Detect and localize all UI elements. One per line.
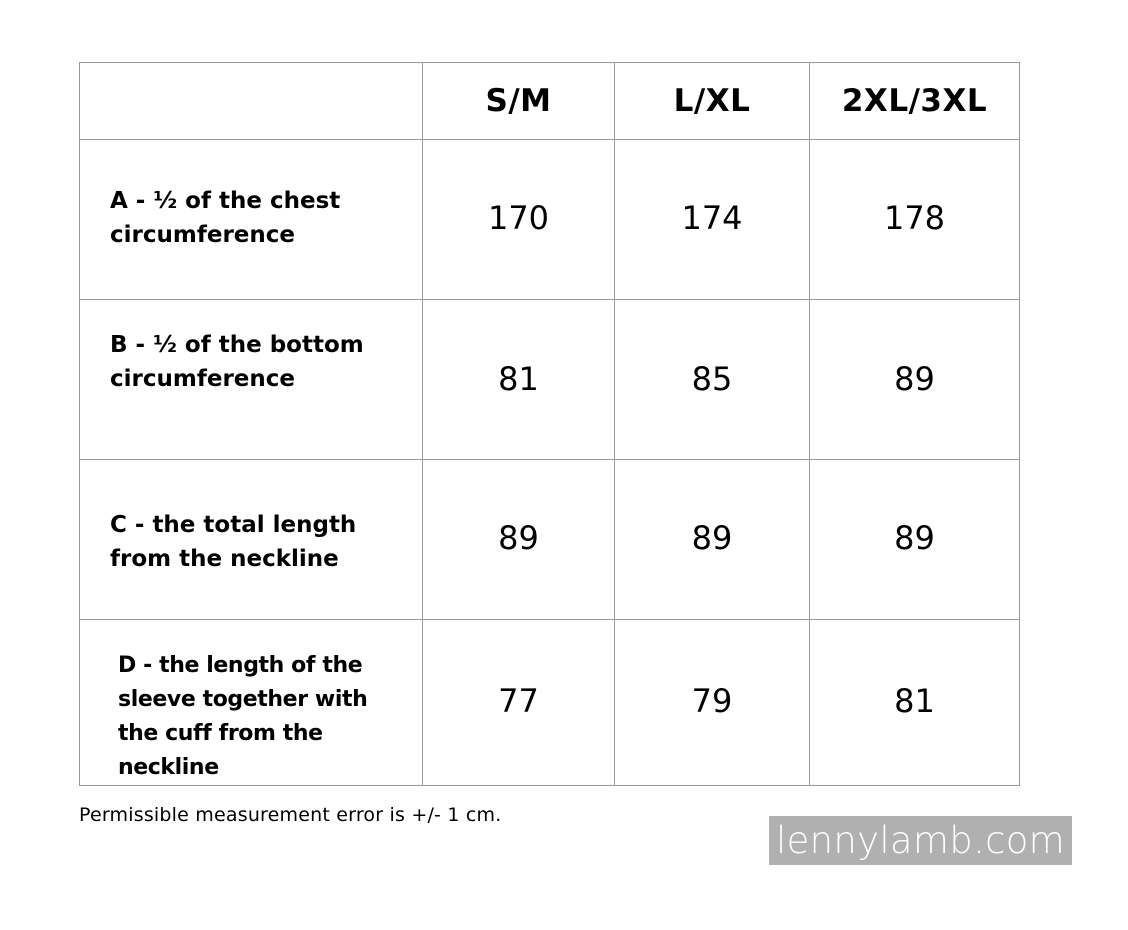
value-d-lxl: 79 — [691, 682, 733, 720]
header-size-2xl3xl: 2XL/3XL — [810, 63, 1020, 140]
value-a-sm: 170 — [487, 199, 550, 237]
table-row — [80, 620, 1020, 786]
header-empty-cell — [80, 63, 423, 140]
value-c-sm: 89 — [498, 519, 539, 557]
value-cell — [423, 460, 615, 620]
value-b-sm: 81 — [498, 360, 539, 398]
value-cell — [810, 460, 1020, 620]
row-label-sleeve: D - the length of the sleeve together with the cuff from the neckline — [118, 653, 368, 780]
value-cell — [423, 300, 615, 460]
value-a-2xl3xl: 178 — [883, 199, 946, 237]
brand-watermark: lennylamb.com — [769, 816, 1072, 865]
header-size-sm: S/M — [423, 63, 615, 140]
value-cell — [615, 620, 810, 786]
value-cell — [810, 140, 1020, 300]
table-row — [80, 140, 1020, 300]
row-label-length: C - the total length from the neckline — [110, 512, 357, 572]
value-b-lxl: 85 — [691, 360, 733, 398]
value-cell — [615, 140, 810, 300]
header-size-lxl: L/XL — [615, 63, 810, 140]
table-row — [80, 300, 1020, 460]
size-chart-table — [79, 62, 1020, 786]
row-label-cell — [80, 300, 423, 460]
measurement-error-note: Permissible measurement error is +/- 1 cm. — [79, 804, 502, 826]
row-label-cell — [80, 460, 423, 620]
value-c-lxl: 89 — [691, 519, 733, 557]
value-c-2xl3xl: 89 — [894, 519, 935, 557]
value-d-sm: 77 — [498, 682, 539, 720]
table-header-row — [80, 63, 1020, 140]
value-a-lxl: 174 — [681, 199, 743, 237]
value-cell — [423, 140, 615, 300]
row-label-cell — [80, 620, 423, 786]
value-cell — [423, 620, 615, 786]
row-label-chest: A - ½ of the chest circumference — [110, 188, 341, 248]
table-row — [80, 460, 1020, 620]
value-cell — [615, 460, 810, 620]
value-cell — [810, 620, 1020, 786]
row-label-cell — [80, 140, 423, 300]
value-cell — [615, 300, 810, 460]
value-cell — [810, 300, 1020, 460]
value-b-2xl3xl: 89 — [894, 360, 935, 398]
row-label-bottom: B - ½ of the bottom circumference — [110, 332, 364, 392]
value-d-2xl3xl: 81 — [894, 682, 935, 720]
